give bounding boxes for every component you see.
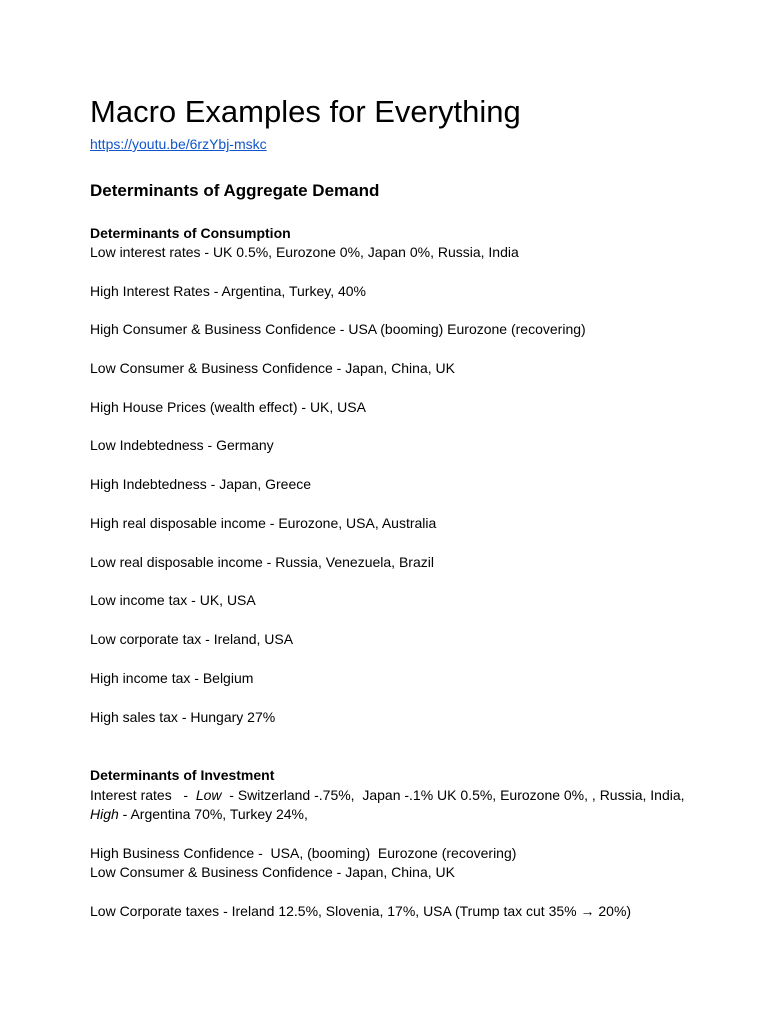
section-heading-aggregate-demand: Determinants of Aggregate Demand: [90, 181, 380, 200]
investment-interest-line: [90, 786, 685, 805]
consumption-item: Low Consumer & Business Confidence - Japan, China, UK: [90, 360, 455, 376]
youtube-link[interactable]: https://youtu.be/6rzYbj-mskc: [90, 136, 267, 152]
consumption-item: Low real disposable income - Russia, Venezuela, Brazil: [90, 554, 434, 570]
investment-corporate-taxes: Low Corporate taxes - Ireland 12.5%, Slovenia, 17%, USA (Trump tax cut 35% → 20%): [90, 903, 632, 919]
investment-confidence-high: High Business Confidence - USA, (booming) Eurozone (recovering): [90, 845, 517, 861]
consumption-item: High real disposable income - Eurozone, USA, Australia: [90, 515, 437, 531]
consumption-item: High Interest Rates - Argentina, Turkey, 40%: [90, 283, 366, 299]
consumption-item: Low interest rates - UK 0.5%, Eurozone 0%, Japan 0%, Russia, India: [90, 244, 519, 260]
consumption-item: High Indebtedness - Japan, Greece: [90, 476, 312, 492]
consumption-item: High House Prices (wealth effect) - UK, USA: [90, 399, 366, 415]
interest-high-label: High: [90, 806, 119, 822]
investment-confidence-low: Low Consumer & Business Confidence - Japan, China, UK: [90, 864, 455, 880]
consumption-item: High Consumer & Business Confidence - USA (booming) Eurozone (recovering): [90, 321, 586, 337]
interest-low-text: - Switzerland -.75%, Japan -.1% UK 0.5%, Eurozone 0%, , Russia, India,: [221, 787, 685, 803]
consumption-item: Low Indebtedness - Germany: [90, 437, 274, 453]
subheading-investment: Determinants of Investment: [90, 767, 275, 783]
investment-interest-high-line: [90, 805, 308, 824]
consumption-item: Low corporate tax - Ireland, USA: [90, 631, 294, 647]
consumption-item: Low income tax - UK, USA: [90, 592, 256, 608]
interest-prefix: Interest rates -: [90, 787, 196, 803]
interest-high-text: - Argentina 70%, Turkey 24%,: [118, 806, 308, 822]
consumption-item: High income tax - Belgium: [90, 670, 254, 686]
document-title: Macro Examples for Everything: [90, 94, 521, 129]
subheading-consumption: Determinants of Consumption: [90, 225, 291, 241]
interest-low-label: Low: [195, 787, 222, 803]
consumption-item: High sales tax - Hungary 27%: [90, 709, 276, 725]
